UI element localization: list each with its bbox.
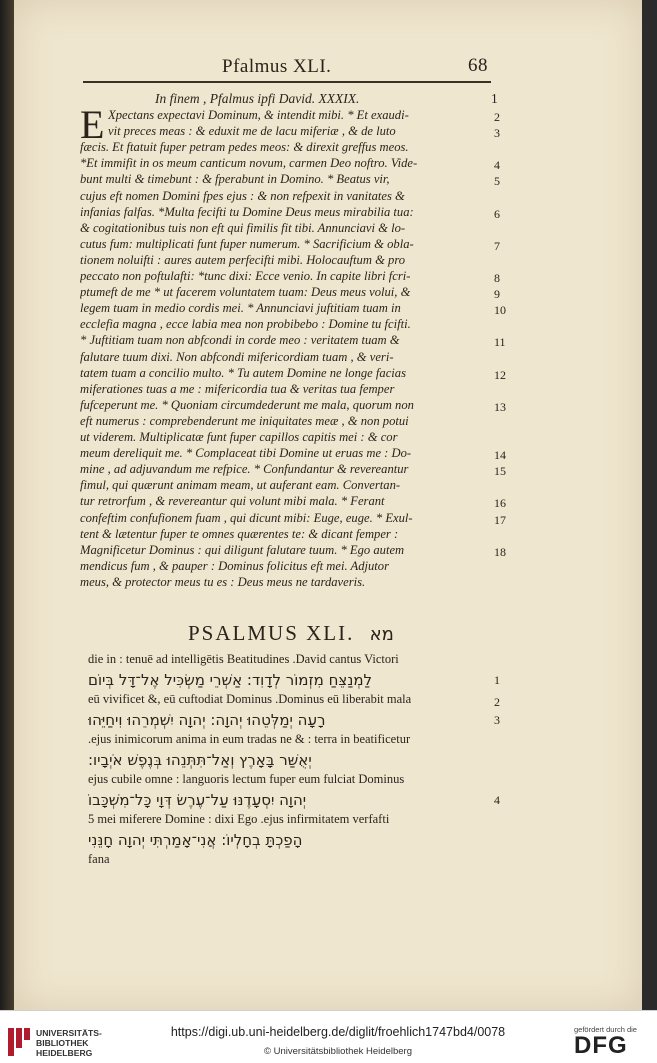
latin-gloss-line: ejus cubile omne : languoris lectum fuper eum fulciat Dominus bbox=[88, 772, 405, 786]
running-title: Pfalmus XLI. bbox=[222, 56, 332, 77]
verse-number: 1 bbox=[491, 91, 498, 106]
ub-logo-text: UNIVERSITÄTS- BIBLIOTHEK HEIDELBERG bbox=[36, 1028, 102, 1058]
verse-number: 10 bbox=[494, 303, 506, 318]
text-line: infanias falfas. *Multa fecifti tu Domine Deus meus mirabilia tua: bbox=[80, 204, 414, 219]
hebrew-line: הָפַכְתָּ בְחָלְיוֹ: אֲנִי־אָמַרְתִּי יְהוָה חָנֵּנִי bbox=[88, 831, 303, 849]
psalm-subheading bbox=[155, 91, 498, 107]
verse-number: 3 bbox=[494, 713, 500, 727]
verse-number: 16 bbox=[494, 496, 506, 511]
verse-number: 4 bbox=[494, 158, 500, 173]
verse-number: 4 bbox=[494, 793, 500, 807]
viewer-footer bbox=[0, 1010, 657, 1063]
verse-number: 14 bbox=[494, 448, 506, 463]
verse-number: 12 bbox=[494, 367, 506, 382]
psalm-title bbox=[188, 621, 394, 646]
verse-number: 3 bbox=[494, 126, 500, 141]
ub-logo-icon bbox=[8, 1028, 30, 1056]
text-line: ptumeft de me * ut facerem voluntatem tuam: Deus meus volui, & bbox=[80, 285, 411, 300]
hebrew-line: רָעָה יְמַלְּטֵהוּ יְהוָה: יְהוָה יִשְׁמְרֵהוּ וִיחַיֵּהוּ bbox=[88, 711, 326, 729]
text-line: mendicus fum , & pauper : Dominus folicitus eft mei. Adjutor bbox=[80, 558, 389, 573]
verse-number: 7 bbox=[494, 238, 500, 253]
text-line: falutare tuum dixi. Non abfcondi mifericordiam tuam , & veri- bbox=[80, 349, 394, 364]
hebrew-line: יְאֻשַּׁר בָּאָרֶץ וְאַל־תִּתְּנֵהוּ בְּנֶפֶשׁ אֹיְבָיו: bbox=[88, 751, 312, 769]
text-line: legem tuam in medio cordis mei. * Annunciavi juftitiam tuam in bbox=[80, 301, 401, 316]
text-line: vit preces meas : & eduxit me de lacu miferiæ , & de luto bbox=[108, 124, 396, 139]
text-line: mine , ad adjuvandum me refpice. * Confundantur & revereantur bbox=[80, 462, 409, 477]
funder-label: gefördert durch die bbox=[574, 1025, 637, 1034]
verse-number: 13 bbox=[494, 399, 506, 414]
text-line: fimul, qui quærunt animam meam, ut auferant eam. Convertan- bbox=[80, 478, 401, 493]
text-line: * Juftitiam tuam non abfcondi in corde meo : veritatem tuam & bbox=[80, 333, 400, 348]
verse-number: 5 bbox=[494, 174, 500, 189]
text-line: & cogitationibus tuis non eft qui fimilis fit tibi. Annunciavi & lo- bbox=[80, 220, 406, 235]
text-line: fufceperunt me. * Quoniam circumdederunt me mala, quorum non bbox=[80, 397, 414, 412]
latin-gloss-line: .ejus inimicorum anima in eum tradas ne & : terra in beatificetur bbox=[88, 732, 411, 746]
text-line: bunt multi & timebunt : & fperabunt in Domino. * Beatus vir, bbox=[80, 172, 390, 187]
text-line: cutus fum: multiplicati funt fuper numerum. * Sacrificium & obla- bbox=[80, 236, 414, 251]
permalink-url[interactable]: https://digi.ub.uni-heidelberg.de/diglit/froehlich1747bd4/0078 bbox=[170, 1025, 506, 1039]
text-line: *Et immifit in os meum canticum novum, carmen Deo noftro. Vide- bbox=[80, 156, 418, 171]
verse-number: 6 bbox=[494, 206, 500, 221]
hebrew-line: לַמְנַצֵּחַ מִזְמוֹר לְדָוִד: אַשְׁרֵי מַשְׂכִּיל אֶל־דָּל בְּיוֹם bbox=[88, 671, 373, 689]
text-line: Magnificetur Dominus : qui diligunt falutare tuum. * Ego autem bbox=[80, 542, 405, 557]
verse-number: 15 bbox=[494, 464, 506, 479]
latin-gloss-line: eū vivificet &, eū cuftodiat Dominus .Dominus eū liberabit mala bbox=[88, 692, 412, 706]
subheading-text: In finem , Pfalmus ipfi David. XXXIX. bbox=[155, 91, 360, 106]
hebrew-line: יְהוָה יִסְעָדֶנּוּ עַל־עֶרֶשׂ דְּוָי כָּל־מִשְׁכָּבוֹ bbox=[88, 791, 307, 809]
funder-name: DFG bbox=[574, 1032, 628, 1059]
header-rule bbox=[83, 81, 491, 83]
psalm-title-hebrew: מא bbox=[369, 624, 394, 645]
latin-gloss-line: fana bbox=[88, 852, 110, 866]
ub-heidelberg-logo[interactable] bbox=[8, 1028, 128, 1058]
dfg-logo[interactable] bbox=[574, 1025, 652, 1061]
text-line: ut viderem. Multiplicatæ funt fuper capillos capitis mei : & cor bbox=[80, 430, 398, 444]
text-line: cujus eft nomen Domini fpes ejus : & non refpexit in vanitates & bbox=[80, 188, 405, 203]
latin-gloss-line: 5 mei miferere Domine : dixi Ego .ejus infirmitatem verfafti bbox=[88, 812, 390, 826]
text-line: ecclefia magna , ecce labia mea non probibebo : Domine tu fcifti. bbox=[80, 317, 411, 332]
text-line: tent & lætentur fuper te omnes quærentes te: & dicant femper : bbox=[80, 526, 399, 541]
verse-number: 8 bbox=[494, 271, 500, 285]
drop-cap: E bbox=[80, 102, 105, 147]
text-line: tur retrorfum , & revereantur qui volunt mibi mala. * Ferant bbox=[80, 494, 385, 509]
text-line: peccato non poftulafti: *tunc dixi: Ecce venio. In capite libri fcri- bbox=[80, 269, 411, 283]
text-line: miferationes tuas a me : mifericordia tua & veritas tua femper bbox=[80, 381, 395, 396]
text-line: Xpectans expectavi Dominum, & intendit mibi. * Et exaudi- bbox=[108, 108, 409, 122]
text-line: fæcis. Et ftatuit fuper petram pedes meos: & direxit greffus meos. bbox=[80, 140, 409, 155]
psalm-title-latin: PSALMUS XLI. bbox=[188, 621, 355, 645]
verse-number: 2 bbox=[494, 110, 500, 124]
verse-number: 9 bbox=[494, 287, 500, 302]
copyright-notice: © Universitätsbibliothek Heidelberg bbox=[264, 1046, 412, 1057]
text-line: meus, & protector meus tu es : Deus meus ne tardaveris. bbox=[80, 574, 366, 589]
text-line: meum dereliquit me. * Complaceat tibi Domine ut eruas me : Do- bbox=[80, 446, 412, 461]
verse-number: 1 bbox=[494, 673, 500, 687]
text-line: confeftim confufionem fuam , qui dicunt mibi: Euge, euge. * Exul- bbox=[80, 510, 413, 525]
book-spine bbox=[0, 0, 14, 1010]
page-number: 68 bbox=[468, 55, 488, 76]
text-line: tatem tuam a concilio multo. * Tu autem Domine ne longe facias bbox=[80, 365, 406, 380]
verse-number: 2 bbox=[494, 695, 500, 709]
verse-number: 17 bbox=[494, 512, 506, 527]
verse-number: 18 bbox=[494, 544, 506, 559]
text-line: tionem noluifti : aures autem perfecifti mibi. Holocauftum & pro bbox=[80, 252, 406, 267]
latin-gloss-line: die in : tenuē ad intelligētis Beatitudines .David cantus Victori bbox=[88, 652, 399, 666]
verse-number: 11 bbox=[494, 335, 506, 350]
text-line: eft numerus : comprebenderunt me iniquitates meæ , & non potui bbox=[80, 413, 409, 428]
